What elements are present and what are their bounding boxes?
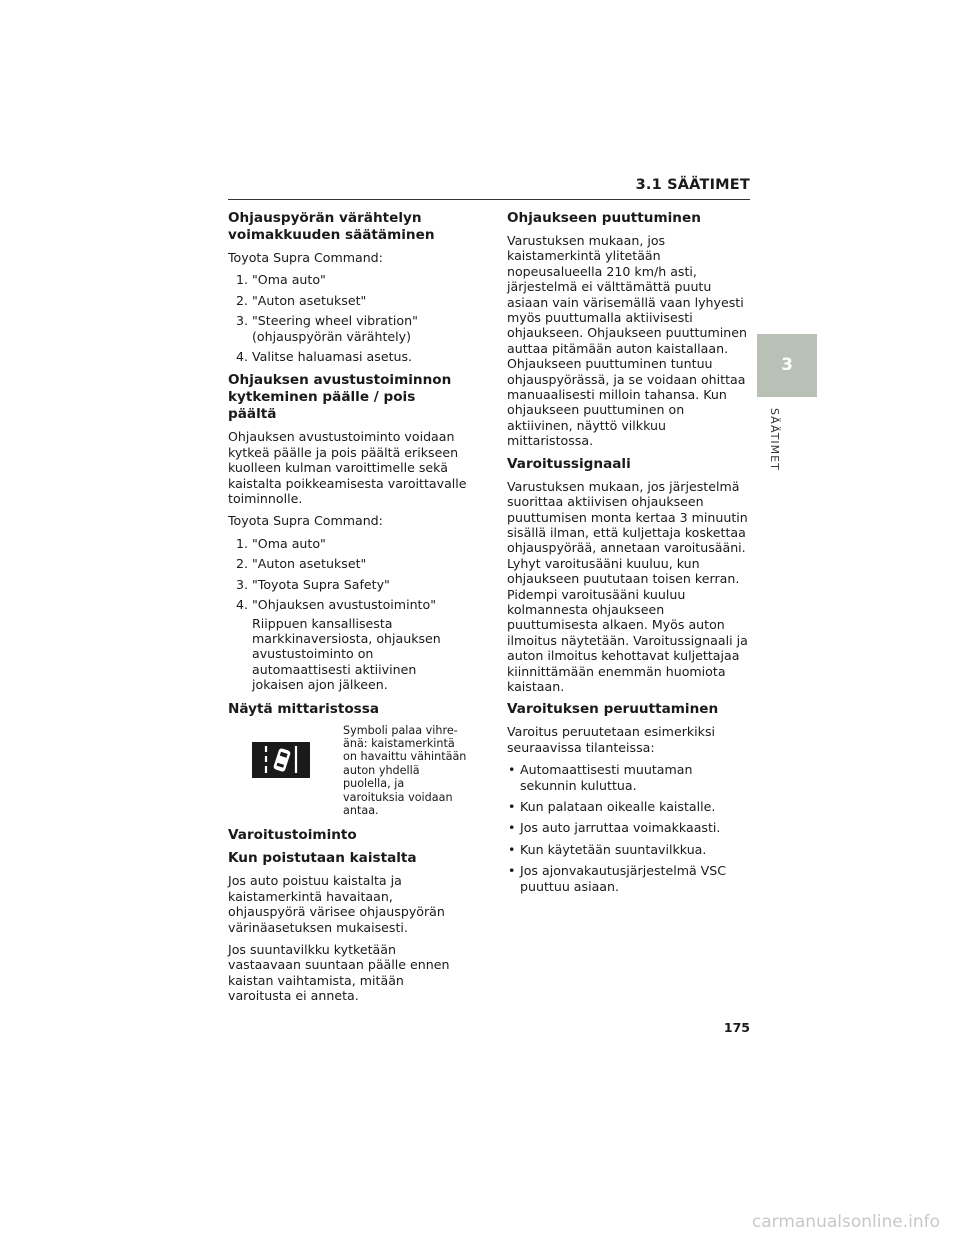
list-item: • Kun käytetään suuntavilkkua. (507, 842, 752, 857)
step-number: 3. (236, 313, 249, 329)
assist-paragraph: Ohjauksen avustustoiminto voidaan kytkeä päälle ja pois päältä erikseen kuolleen kulman varoittimelle sekä kaistalta poikkeamisesta varoittavalle toiminnolle. (228, 429, 467, 507)
warning-paragraph-2: Jos suuntavilkku kytketään vastaavaan suuntaan päälle ennen kaistan vaihtamista, mitään varoitusta ei anneta. (228, 942, 450, 1004)
vibration-intro: Toyota Supra Command: (228, 250, 383, 265)
lane-departure-symbol-icon (252, 742, 310, 778)
symbol-description: Symboli palaa vihre-änä: kaistamerkintä on havaittu vähintään auton yhdellä puolella, ja varoituksia voidaan antaa. (343, 723, 467, 817)
cancel-paragraph: Varoitus peruutetaan esimerkiksi seuraavissa tilanteissa: (507, 724, 716, 755)
assist-intro: Toyota Supra Command: (228, 513, 383, 529)
list-item: • Automaattisesti muutaman sekunnin kuluttua. (507, 762, 752, 793)
list-item (228, 536, 468, 551)
list-item: • Jos auto jarruttaa voimakkaasti. (507, 820, 752, 835)
step-text: Valitse haluamasi asetus. (252, 349, 413, 365)
step-number: 4. (236, 349, 249, 365)
intervention-heading: Ohjaukseen puuttuminen (507, 210, 701, 226)
left-column (228, 210, 468, 1011)
step-text: "Oma auto" (252, 272, 326, 288)
signal-heading: Varoitussignaali (507, 455, 631, 472)
cancel-bullets (507, 762, 752, 894)
list-item: • Kun palataan oikealle kaistalle. (507, 799, 752, 814)
chapter-label: SÄÄTIMET (768, 408, 781, 471)
step-number: 3. (236, 576, 249, 592)
step-text: "Auton asetukset" (252, 556, 367, 572)
step-number: 4. (236, 597, 249, 613)
vibration-heading: Ohjauspyörän värähtelyn voimakkuuden säätäminen (228, 210, 435, 243)
lane-symbol-graphic (252, 742, 310, 778)
section-header: 3.1 SÄÄTIMET (228, 177, 750, 200)
step-number: 1. (236, 272, 249, 288)
warning-heading: Varoitustoiminto (228, 827, 357, 844)
warning-subheading: Kun poistutaan kaistalta (228, 850, 417, 867)
chapter-tab: 3 (757, 334, 817, 397)
step-number: 2. (236, 292, 249, 308)
right-column (507, 210, 752, 900)
list-item (228, 577, 468, 592)
step-text: "Auton asetukset" (252, 292, 367, 308)
step-text: "Toyota Supra Safety" (252, 576, 390, 592)
list-item (228, 293, 468, 308)
signal-paragraph: Varustuksen mukaan, jos järjestelmä suorittaa aktiivisen ohjaukseen puuttumisen monta kertaa 3 minuutin sisällä ilman, että kuljettaja koskettaa ohjauspyörää, annetaan varoitusääni. Lyhyt varoitusääni kuuluu, kun ohjaukseen puututaan toisen kerran. Pidempi varoitusääni kuuluu kolmannesta ohjaukseen puuttumisesta alkaen. Myös auton ilmoitus näytetään. Varoitussignaali ja auton ilmoitus kehottavat kuljettajaa kiinnittämään enemmän huomiota kaistaan. (507, 478, 748, 694)
assist-steps (228, 536, 468, 693)
step-number: 1. (236, 535, 249, 551)
intervention-paragraph: Varustuksen mukaan, jos kaistamerkintä ylitetään nopeusalueella 210 km/h asti, järjestelmä ei välttämättä puutu asiaan vain värisemällä vaan lyhyesti myös puuttumalla aktiivisesti ohjaukseen. Ohjaukseen puuttuminen auttaa pitämään auton kaistallaan. Ohjaukseen puuttuminen tuntuu ohjauspyörässä, ja se voidaan ohittaa manuaalisesti milloin tahansa. Kun ohjaukseen puuttuminen on aktiivinen, näyttö vilkkuu mittaristossa. (507, 233, 747, 449)
list-item (228, 597, 468, 692)
watermark: carmanualsonline.info (751, 1212, 940, 1232)
symbol-row (228, 724, 468, 818)
vibration-steps (228, 272, 468, 364)
step-text: "Ohjauksen avustustoiminto" (252, 597, 436, 613)
list-item (228, 272, 468, 287)
display-heading: Näytä mittaristossa (228, 700, 380, 717)
cancel-heading: Varoituksen peruuttaminen (507, 701, 719, 718)
list-item: • Jos ajonvakautusjärjestelmä VSC puuttuu asiaan. (507, 863, 752, 894)
step-text: "Steering wheel vibration" (ohjauspyörän värähtely) (252, 313, 418, 344)
page-number: 175 (723, 1020, 750, 1035)
assist-heading: Ohjauksen avustustoiminnon kytkeminen päälle / pois päältä (228, 372, 452, 423)
list-item (228, 349, 468, 364)
step-note: Riippuen kansallisesta markkinaversiosta, ohjauksen avustustoiminto on automaattisesti aktiivinen jokaisen ajon jälkeen. (252, 615, 441, 693)
list-item (228, 313, 468, 344)
list-item (228, 556, 468, 571)
warning-paragraph-1: Jos auto poistuu kaistalta ja kaistamerkintä havaitaan, ohjauspyörä värisee ohjauspyörän värinäasetuksen mukaisesti. (228, 873, 445, 935)
step-text: "Oma auto" (252, 535, 326, 551)
step-number: 2. (236, 556, 249, 572)
